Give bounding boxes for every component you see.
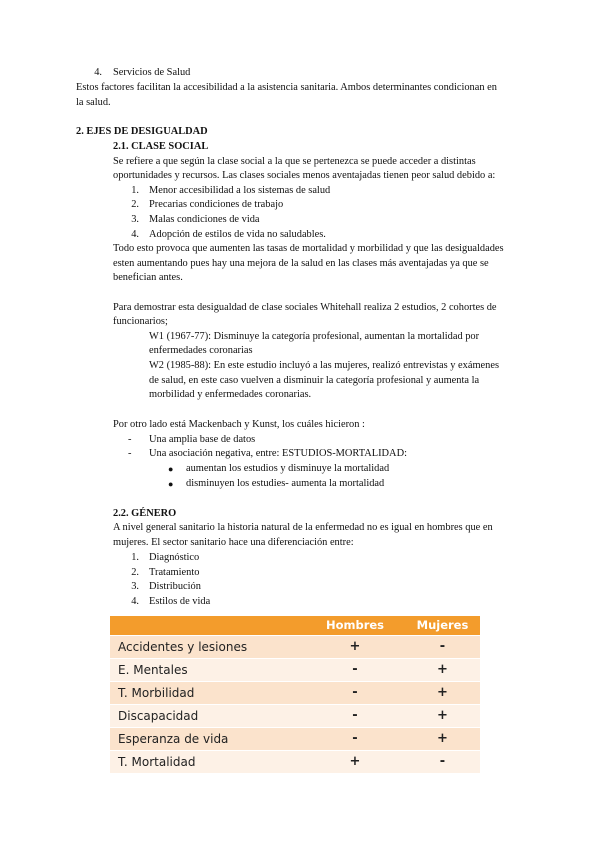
list-item-text: Tratamiento	[149, 567, 200, 578]
dash-item: Una asociación negativa, entre: ESTUDIOS-MORTALIDAD:	[149, 448, 407, 459]
dash-marker: -	[128, 448, 132, 459]
list-number: 3.	[131, 581, 139, 592]
list-item-text: Adopción de estilos de vida no saludables.	[149, 229, 326, 240]
list-number: 1.	[131, 185, 139, 196]
paragraph-line: esten aumentando pues hay una mejora de la salud en las clases más aventajadas ya que se	[113, 258, 489, 269]
mujeres-value: -	[405, 751, 480, 774]
table-row	[110, 682, 480, 705]
hombres-value: +	[305, 636, 405, 659]
dash-marker: -	[128, 434, 132, 445]
list-item-text: Diagnóstico	[149, 552, 200, 563]
row-label: Discapacidad	[110, 705, 305, 728]
gender-table	[110, 616, 480, 773]
row-label: Accidentes y lesiones	[110, 636, 305, 659]
list-number: 4.	[94, 67, 102, 78]
mujeres-value: -	[405, 636, 480, 659]
paragraph-line: la salud.	[76, 97, 111, 108]
list-number: 4.	[131, 596, 139, 607]
list-item-text: Precarias condiciones de trabajo	[149, 199, 284, 210]
hombres-value: -	[305, 705, 405, 728]
hombres-value: -	[305, 682, 405, 705]
list-item-text: Menor accesibilidad a los sistemas de salud	[149, 185, 331, 196]
list-number: 1.	[131, 552, 139, 563]
mujeres-value: +	[405, 682, 480, 705]
bullet-icon: ●	[168, 464, 174, 474]
paragraph-line: Por otro lado está Mackenbach y Kunst, los cuáles hicieron :	[113, 419, 365, 430]
paragraph-line: Estos factores facilitan la accesibilidad a la asistencia sanitaria. Ambos determinantes condicionan en	[76, 82, 497, 93]
table-header-cell	[110, 616, 305, 636]
paragraph-line: oportunidades y recursos. Las clases sociales menos aventajadas tienen peor salud debido a:	[113, 170, 496, 181]
subsection-heading: 2.1. CLASE SOCIAL	[113, 141, 209, 152]
list-number: 4.	[131, 229, 139, 240]
paragraph-line: Se refiere a que según la clase social a la que se pertenezca se puede acceder a distintas	[113, 156, 476, 167]
list-item-text: Distribución	[149, 581, 201, 592]
list-item-text: Malas condiciones de vida	[149, 214, 260, 225]
row-label: T. Morbilidad	[110, 682, 305, 705]
study-w2-line: morbilidad y enfermedades coronarias.	[149, 389, 312, 400]
table-row	[110, 705, 480, 728]
subsection-heading: 2.2. GÉNERO	[113, 508, 177, 519]
table-row	[110, 636, 480, 659]
hombres-value: -	[305, 728, 405, 751]
row-label: Esperanza de vida	[110, 728, 305, 751]
table-header-row	[110, 616, 480, 636]
mujeres-value: +	[405, 705, 480, 728]
section-heading: 2. EJES DE DESIGUALDAD	[76, 126, 208, 137]
hombres-value: +	[305, 751, 405, 774]
study-w2-line: de salud, en este caso vuelven a disminuir la categoría profesional y aumenta la	[149, 375, 480, 386]
hombres-value: -	[305, 659, 405, 682]
paragraph-line: Todo esto provoca que aumenten las tasas de mortalidad y morbilidad y que las desigualdades	[113, 243, 504, 254]
mujeres-value: +	[405, 659, 480, 682]
study-w1-line: W1 (1967-77): Disminuye la categoría profesional, aumentan la mortalidad por	[149, 331, 480, 342]
table-header-mujeres: Mujeres	[405, 616, 480, 636]
study-w2-line: W2 (1985-88): En este estudio incluyó a las mujeres, realizó entrevistas y exámenes	[149, 360, 499, 371]
bullet-icon: ●	[168, 479, 174, 489]
row-label: T. Mortalidad	[110, 751, 305, 774]
dash-item: Una amplia base de datos	[149, 434, 256, 445]
paragraph-line: benefician antes.	[113, 272, 183, 283]
mujeres-value: +	[405, 728, 480, 751]
list-item-text: Estilos de vida	[149, 596, 211, 607]
paragraph-line: funcionarios;	[113, 316, 168, 327]
list-number: 2.	[131, 199, 139, 210]
table-header-hombres: Hombres	[305, 616, 405, 636]
table-row	[110, 751, 480, 774]
table-row	[110, 728, 480, 751]
bullet-item: aumentan los estudios y disminuye la mortalidad	[186, 463, 390, 474]
paragraph-line: Para demostrar esta desigualdad de clase sociales Whitehall realiza 2 estudios, 2 cohortes de	[113, 302, 497, 313]
paragraph-line: mujeres. El sector sanitario hace una diferenciación entre:	[113, 537, 354, 548]
list-number: 2.	[131, 567, 139, 578]
list-number: 3.	[131, 214, 139, 225]
table-row	[110, 659, 480, 682]
list-item-text: Servicios de Salud	[113, 67, 191, 78]
study-w1-line: enfermedades coronarias	[149, 345, 253, 356]
bullet-item: disminuyen los estudies- aumenta la mortalidad	[186, 478, 385, 489]
paragraph-line: A nivel general sanitario la historia natural de la enfermedad no es igual en hombres que en	[113, 522, 493, 533]
row-label: E. Mentales	[110, 659, 305, 682]
